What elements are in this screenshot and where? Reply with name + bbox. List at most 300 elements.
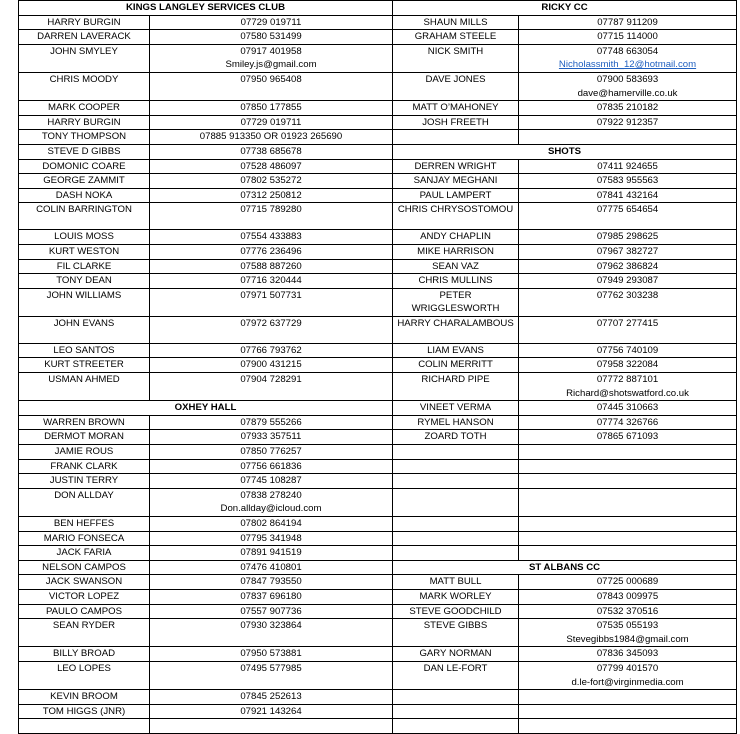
name-cell	[19, 546, 150, 561]
name-cell	[19, 159, 150, 174]
phone-cell-text: 07557 907736	[240, 605, 302, 617]
phone-cell	[519, 647, 737, 662]
name-cell	[19, 488, 150, 516]
name-cell-text: GEORGE ZAMMIT	[43, 175, 125, 187]
name-cell-text: ZOARD TOTH	[424, 431, 487, 443]
phone-cell	[519, 15, 737, 30]
phone-cell	[519, 373, 737, 401]
name-cell-text: MIKE HARRISON	[417, 245, 494, 257]
section-header-text: OXHEY HALL	[174, 402, 237, 414]
table-row	[19, 30, 737, 45]
section-header	[393, 1, 737, 16]
table-row	[19, 144, 737, 159]
table-row	[19, 316, 737, 343]
name-cell-text: PETER WRIGGLESWORTH	[411, 289, 500, 315]
phone-cell	[150, 430, 393, 445]
table-row	[19, 488, 737, 516]
name-cell	[19, 358, 150, 373]
phone-cell	[150, 704, 393, 719]
name-cell	[19, 259, 150, 274]
phone-cell	[150, 203, 393, 230]
name-cell	[19, 647, 150, 662]
phone-cell-text: 07879 555266	[240, 416, 302, 428]
phone-cell	[150, 459, 393, 474]
name-cell	[19, 316, 150, 343]
phone-cell-text: 07588 887260	[240, 260, 302, 272]
name-cell-text: FIL CLARKE	[56, 260, 112, 272]
name-cell	[19, 188, 150, 203]
phone-cell-text: 07772 887101	[596, 374, 659, 386]
name-cell-text: CHRIS CHRYSOSTOMOU	[397, 204, 514, 216]
name-cell-text: VINEET VERMA	[419, 402, 492, 414]
email-text: Stevegibbs1984@gmail.com	[566, 633, 689, 645]
name-cell	[19, 174, 150, 189]
phone-cell	[150, 101, 393, 116]
phone-cell	[519, 188, 737, 203]
name-cell	[393, 115, 519, 130]
table-row	[19, 560, 737, 575]
name-cell	[19, 575, 150, 590]
name-cell-text: SHAUN MILLS	[423, 16, 488, 28]
phone-cell	[519, 589, 737, 604]
name-cell-text: JOSH FREETH	[422, 116, 489, 128]
phone-cell	[519, 159, 737, 174]
phone-cell	[150, 546, 393, 561]
phone-cell	[519, 174, 737, 189]
phone-cell	[519, 288, 737, 316]
name-cell	[19, 459, 150, 474]
table-row	[19, 72, 737, 100]
name-cell-text: JACK FARIA	[56, 547, 112, 559]
phone-cell-text: 07841 432164	[596, 189, 659, 201]
name-cell	[393, 647, 519, 662]
phone-cell-text: 07802 535272	[240, 175, 302, 187]
name-cell	[19, 517, 150, 532]
phone-cell	[150, 575, 393, 590]
name-cell	[19, 274, 150, 289]
name-cell-text: WARREN BROWN	[43, 416, 125, 428]
table-row	[19, 244, 737, 259]
name-cell	[393, 373, 519, 401]
phone-cell	[150, 130, 393, 145]
phone-cell	[519, 604, 737, 619]
phone-cell	[150, 415, 393, 430]
phone-cell-text: 07554 433883	[240, 231, 302, 243]
phone-cell-text: 07850 776257	[240, 446, 302, 458]
name-cell	[393, 488, 519, 516]
phone-cell-text: 07411 924655	[597, 160, 658, 172]
phone-cell	[519, 459, 737, 474]
name-cell	[19, 343, 150, 358]
phone-cell	[519, 72, 737, 100]
phone-cell-text: 07776 236496	[240, 245, 302, 257]
phone-cell	[150, 316, 393, 343]
table-row	[19, 589, 737, 604]
email-link[interactable]: Nicholassmith_12@hotmail.com	[558, 59, 697, 71]
phone-cell	[519, 274, 737, 289]
name-cell-text: JOHN WILLIAMS	[46, 289, 122, 301]
name-cell-text: NICK SMITH	[427, 45, 484, 57]
name-cell	[393, 316, 519, 343]
name-cell-text: TOM HIGGS (JNR)	[42, 705, 126, 717]
phone-cell	[519, 488, 737, 516]
name-cell-text: SEAN RYDER	[52, 620, 116, 632]
phone-cell	[150, 188, 393, 203]
name-cell-text: PAUL LAMPERT	[419, 189, 492, 201]
name-cell	[393, 575, 519, 590]
phone-cell	[150, 690, 393, 705]
name-cell-text: JACK SWANSON	[45, 576, 123, 588]
phone-cell	[150, 373, 393, 401]
email-text: Smiley.js@gmail.com	[225, 59, 317, 71]
name-cell	[19, 115, 150, 130]
name-cell-text: LEO SANTOS	[53, 344, 115, 356]
phone-cell	[150, 30, 393, 45]
phone-cell	[519, 44, 737, 72]
name-cell	[393, 704, 519, 719]
phone-cell-text: 07766 793762	[240, 344, 302, 356]
phone-cell-text: 07845 252613	[240, 691, 302, 703]
phone-cell-text: 07933 357511	[240, 431, 302, 443]
name-cell	[393, 619, 519, 647]
phone-cell	[150, 517, 393, 532]
phone-cell-text: 07971 507731	[240, 289, 302, 301]
phone-cell	[150, 647, 393, 662]
phone-cell	[150, 531, 393, 546]
section-header	[393, 144, 737, 159]
phone-cell	[519, 415, 737, 430]
name-cell	[19, 589, 150, 604]
phone-cell-text: 07748 663054	[596, 45, 659, 57]
table-row	[19, 130, 737, 145]
phone-cell-text: 07843 009975	[596, 590, 659, 602]
phone-cell	[519, 531, 737, 546]
name-cell-text: DARREN LAVERACK	[37, 31, 131, 43]
name-cell	[393, 44, 519, 72]
name-cell	[19, 474, 150, 489]
table-row	[19, 430, 737, 445]
name-cell	[19, 44, 150, 72]
table-row	[19, 401, 737, 416]
phone-cell-text: 07725 000689	[596, 576, 659, 588]
phone-cell-text: 07922 912357	[596, 116, 659, 128]
name-cell-text: TONY THOMPSON	[41, 131, 127, 143]
name-cell	[19, 619, 150, 647]
name-cell	[19, 661, 150, 689]
table-row	[19, 575, 737, 590]
phone-cell	[150, 230, 393, 245]
phone-cell-text: 07985 298625	[596, 231, 659, 243]
phone-cell	[150, 244, 393, 259]
name-cell	[19, 719, 150, 734]
name-cell	[393, 531, 519, 546]
name-cell	[393, 288, 519, 316]
name-cell-text: LEO LOPES	[57, 662, 111, 674]
phone-cell-text: 07949 293087	[596, 275, 659, 287]
name-cell	[393, 430, 519, 445]
name-cell	[393, 401, 519, 416]
table-row	[19, 373, 737, 401]
table-row	[19, 203, 737, 230]
name-cell	[19, 144, 150, 159]
section-header-text: SHOTS	[547, 145, 582, 157]
name-cell-text: MARK COOPER	[48, 102, 120, 114]
phone-cell	[150, 274, 393, 289]
email-text: Don.allday@icloud.com	[220, 503, 322, 515]
name-cell	[19, 30, 150, 45]
phone-cell-text: 07930 323864	[240, 620, 302, 632]
table-row	[19, 445, 737, 460]
name-cell	[393, 517, 519, 532]
name-cell	[19, 244, 150, 259]
phone-cell-text: 07837 696180	[240, 590, 302, 602]
name-cell-text: ANDY CHAPLIN	[420, 231, 491, 243]
name-cell-text: STEVE GOODCHILD	[409, 605, 502, 617]
name-cell-text: KURT WESTON	[48, 245, 120, 257]
name-cell	[393, 130, 519, 145]
phone-cell-text: 07885 913350 OR 01923 265690	[199, 131, 343, 143]
table-row	[19, 274, 737, 289]
name-cell	[393, 474, 519, 489]
name-cell-text: KEVIN BROOM	[50, 691, 118, 703]
name-cell	[393, 274, 519, 289]
phone-cell	[150, 174, 393, 189]
phone-cell	[150, 589, 393, 604]
phone-cell-text: 07715 789280	[240, 204, 302, 216]
phone-cell	[150, 159, 393, 174]
section-header-text: KINGS LANGLEY SERVICES CLUB	[125, 2, 286, 13]
name-cell	[393, 459, 519, 474]
phone-cell-text: 07891 941519	[240, 547, 302, 559]
phone-cell-text: 07729 019711	[240, 116, 302, 128]
table-row	[19, 531, 737, 546]
name-cell-text: FRANK CLARK	[50, 460, 118, 472]
name-cell	[393, 589, 519, 604]
phone-cell	[150, 259, 393, 274]
name-cell-text: JAMIE ROUS	[54, 446, 114, 458]
phone-cell	[519, 316, 737, 343]
name-cell	[19, 373, 150, 401]
phone-cell	[519, 230, 737, 245]
phone-cell-text: 07836 345093	[596, 648, 659, 660]
phone-cell-text: 07795 341948	[240, 532, 302, 544]
table-row	[19, 230, 737, 245]
name-cell-text: SANJAY MEGHANI	[413, 175, 498, 187]
phone-cell-text: 07900 431215	[240, 359, 302, 371]
name-cell	[19, 704, 150, 719]
phone-cell	[519, 259, 737, 274]
phone-cell	[150, 115, 393, 130]
phone-cell-text: 07715 114000	[597, 31, 658, 43]
phone-cell	[150, 343, 393, 358]
name-cell	[393, 15, 519, 30]
name-cell-text: DAN LE-FORT	[423, 662, 488, 674]
name-cell-text: MARK WORLEY	[419, 590, 492, 602]
name-cell	[19, 560, 150, 575]
phone-cell-text: 07532 370516	[596, 605, 659, 617]
phone-cell-text: 07774 326766	[596, 416, 659, 428]
name-cell	[19, 101, 150, 116]
phone-cell	[519, 704, 737, 719]
name-cell	[393, 159, 519, 174]
table-row	[19, 343, 737, 358]
table-row	[19, 15, 737, 30]
email-text: Richard@shotswatford.co.uk	[566, 387, 689, 399]
phone-cell-text: 07962 386824	[596, 260, 659, 272]
phone-cell-text: 07958 322084	[596, 359, 659, 371]
name-cell	[393, 101, 519, 116]
name-cell-text: RICHARD PIPE	[421, 374, 490, 386]
table-row	[19, 661, 737, 689]
table-row	[19, 474, 737, 489]
email-text: d.le-fort@virginmedia.com	[571, 676, 684, 688]
name-cell-text: BILLY BROAD	[52, 648, 116, 660]
section-header	[19, 1, 393, 16]
table-row	[19, 690, 737, 705]
name-cell-text: MARIO FONSECA	[43, 532, 125, 544]
name-cell	[393, 244, 519, 259]
phone-cell	[519, 661, 737, 689]
name-cell-text: MATT BULL	[429, 576, 482, 588]
name-cell-text: RYMEL HANSON	[417, 416, 494, 428]
phone-cell	[519, 690, 737, 705]
table-row	[19, 358, 737, 373]
name-cell-text: DAVE JONES	[425, 73, 486, 85]
name-cell-text: NELSON CAMPOS	[42, 561, 126, 573]
name-cell	[393, 604, 519, 619]
name-cell	[19, 230, 150, 245]
name-cell-text: USMAN AHMED	[48, 374, 120, 386]
section-header	[19, 401, 393, 416]
phone-cell-text: 07835 210182	[596, 102, 659, 114]
phone-cell-text: 07707 277415	[596, 317, 659, 329]
phone-cell-text: 07900 583693	[596, 73, 659, 85]
phone-cell-text: 07950 573881	[240, 648, 302, 660]
section-header	[393, 560, 737, 575]
phone-cell-text: 07799 401570	[596, 662, 659, 674]
table-row	[19, 44, 737, 72]
name-cell-text: MATT O’MAHONEY	[412, 102, 499, 114]
name-cell	[393, 719, 519, 734]
phone-cell-text: 07729 019711	[240, 16, 302, 28]
table-row	[19, 174, 737, 189]
name-cell-text: JOHN SMYLEY	[50, 45, 118, 57]
phone-cell	[150, 15, 393, 30]
name-cell	[19, 531, 150, 546]
table-row	[19, 415, 737, 430]
table-row	[19, 188, 737, 203]
email-text: dave@hamerville.co.uk	[577, 87, 678, 99]
name-cell	[19, 203, 150, 230]
name-cell	[19, 415, 150, 430]
phone-cell-text: 07495 577985	[240, 662, 302, 674]
phone-cell	[519, 30, 737, 45]
phone-cell	[519, 115, 737, 130]
name-cell-text: DON ALLDAY	[54, 489, 114, 501]
name-cell-text: HARRY BURGIN	[47, 16, 121, 28]
phone-cell-text: 07904 728291	[240, 374, 302, 386]
name-cell	[393, 203, 519, 230]
name-cell-text: LIAM EVANS	[427, 344, 484, 356]
phone-cell-text: 07756 661836	[240, 460, 302, 472]
phone-cell-text: 07847 793550	[240, 576, 302, 588]
name-cell-text: GRAHAM STEELE	[414, 31, 497, 43]
name-cell-text: VICTOR LOPEZ	[48, 590, 120, 602]
name-cell	[393, 188, 519, 203]
name-cell-text: PAULO CAMPOS	[45, 605, 123, 617]
name-cell	[19, 15, 150, 30]
name-cell-text: LOUIS MOSS	[54, 231, 114, 243]
section-header-text: RICKY CC	[541, 2, 588, 13]
phone-cell	[150, 488, 393, 516]
name-cell	[393, 72, 519, 100]
name-cell-text: SEAN VAZ	[432, 260, 479, 272]
name-cell	[393, 445, 519, 460]
phone-cell-text: 07583 955563	[596, 175, 659, 187]
name-cell-text: DOMONIC COARE	[42, 160, 126, 172]
phone-cell-text: 07762 303238	[596, 289, 659, 301]
name-cell	[19, 130, 150, 145]
phone-cell	[150, 619, 393, 647]
name-cell	[393, 30, 519, 45]
name-cell-text: DERMOT MORAN	[44, 431, 124, 443]
phone-cell	[519, 244, 737, 259]
phone-cell	[519, 474, 737, 489]
table-row	[19, 259, 737, 274]
phone-cell-text: 07850 177855	[240, 102, 302, 114]
phone-cell-text: 07838 278240	[240, 489, 302, 501]
phone-cell	[150, 474, 393, 489]
phone-cell	[519, 343, 737, 358]
phone-cell	[150, 661, 393, 689]
phone-cell	[519, 575, 737, 590]
contacts-sheet	[18, 0, 736, 717]
name-cell	[19, 604, 150, 619]
table-row	[19, 1, 737, 16]
phone-cell	[519, 358, 737, 373]
phone-cell-text: 07950 965408	[240, 73, 302, 85]
phone-cell-text: 07756 740109	[596, 344, 659, 356]
name-cell	[393, 358, 519, 373]
table-row	[19, 288, 737, 316]
table-row	[19, 619, 737, 647]
name-cell	[19, 690, 150, 705]
phone-cell-text: 07787 911209	[597, 16, 658, 28]
name-cell	[393, 690, 519, 705]
phone-cell	[519, 430, 737, 445]
name-cell-text: STEVE D GIBBS	[47, 145, 121, 157]
name-cell	[393, 546, 519, 561]
table-row	[19, 517, 737, 532]
phone-cell-text: 07972 637729	[240, 317, 302, 329]
phone-cell	[519, 517, 737, 532]
table-row	[19, 704, 737, 719]
name-cell	[393, 259, 519, 274]
name-cell-text: DASH NOKA	[55, 189, 113, 201]
name-cell-text: COLIN MERRITT	[418, 359, 493, 371]
phone-cell-text: 07967 382727	[596, 245, 659, 257]
table-row	[19, 719, 737, 734]
name-cell	[393, 415, 519, 430]
phone-cell	[150, 560, 393, 575]
phone-cell	[150, 358, 393, 373]
phone-cell-text: 07917 401958	[240, 45, 302, 57]
phone-cell-text: 07476 410801	[240, 561, 302, 573]
phone-cell	[519, 546, 737, 561]
name-cell	[393, 343, 519, 358]
name-cell-text: CHRIS MOODY	[49, 73, 119, 85]
name-cell	[393, 661, 519, 689]
